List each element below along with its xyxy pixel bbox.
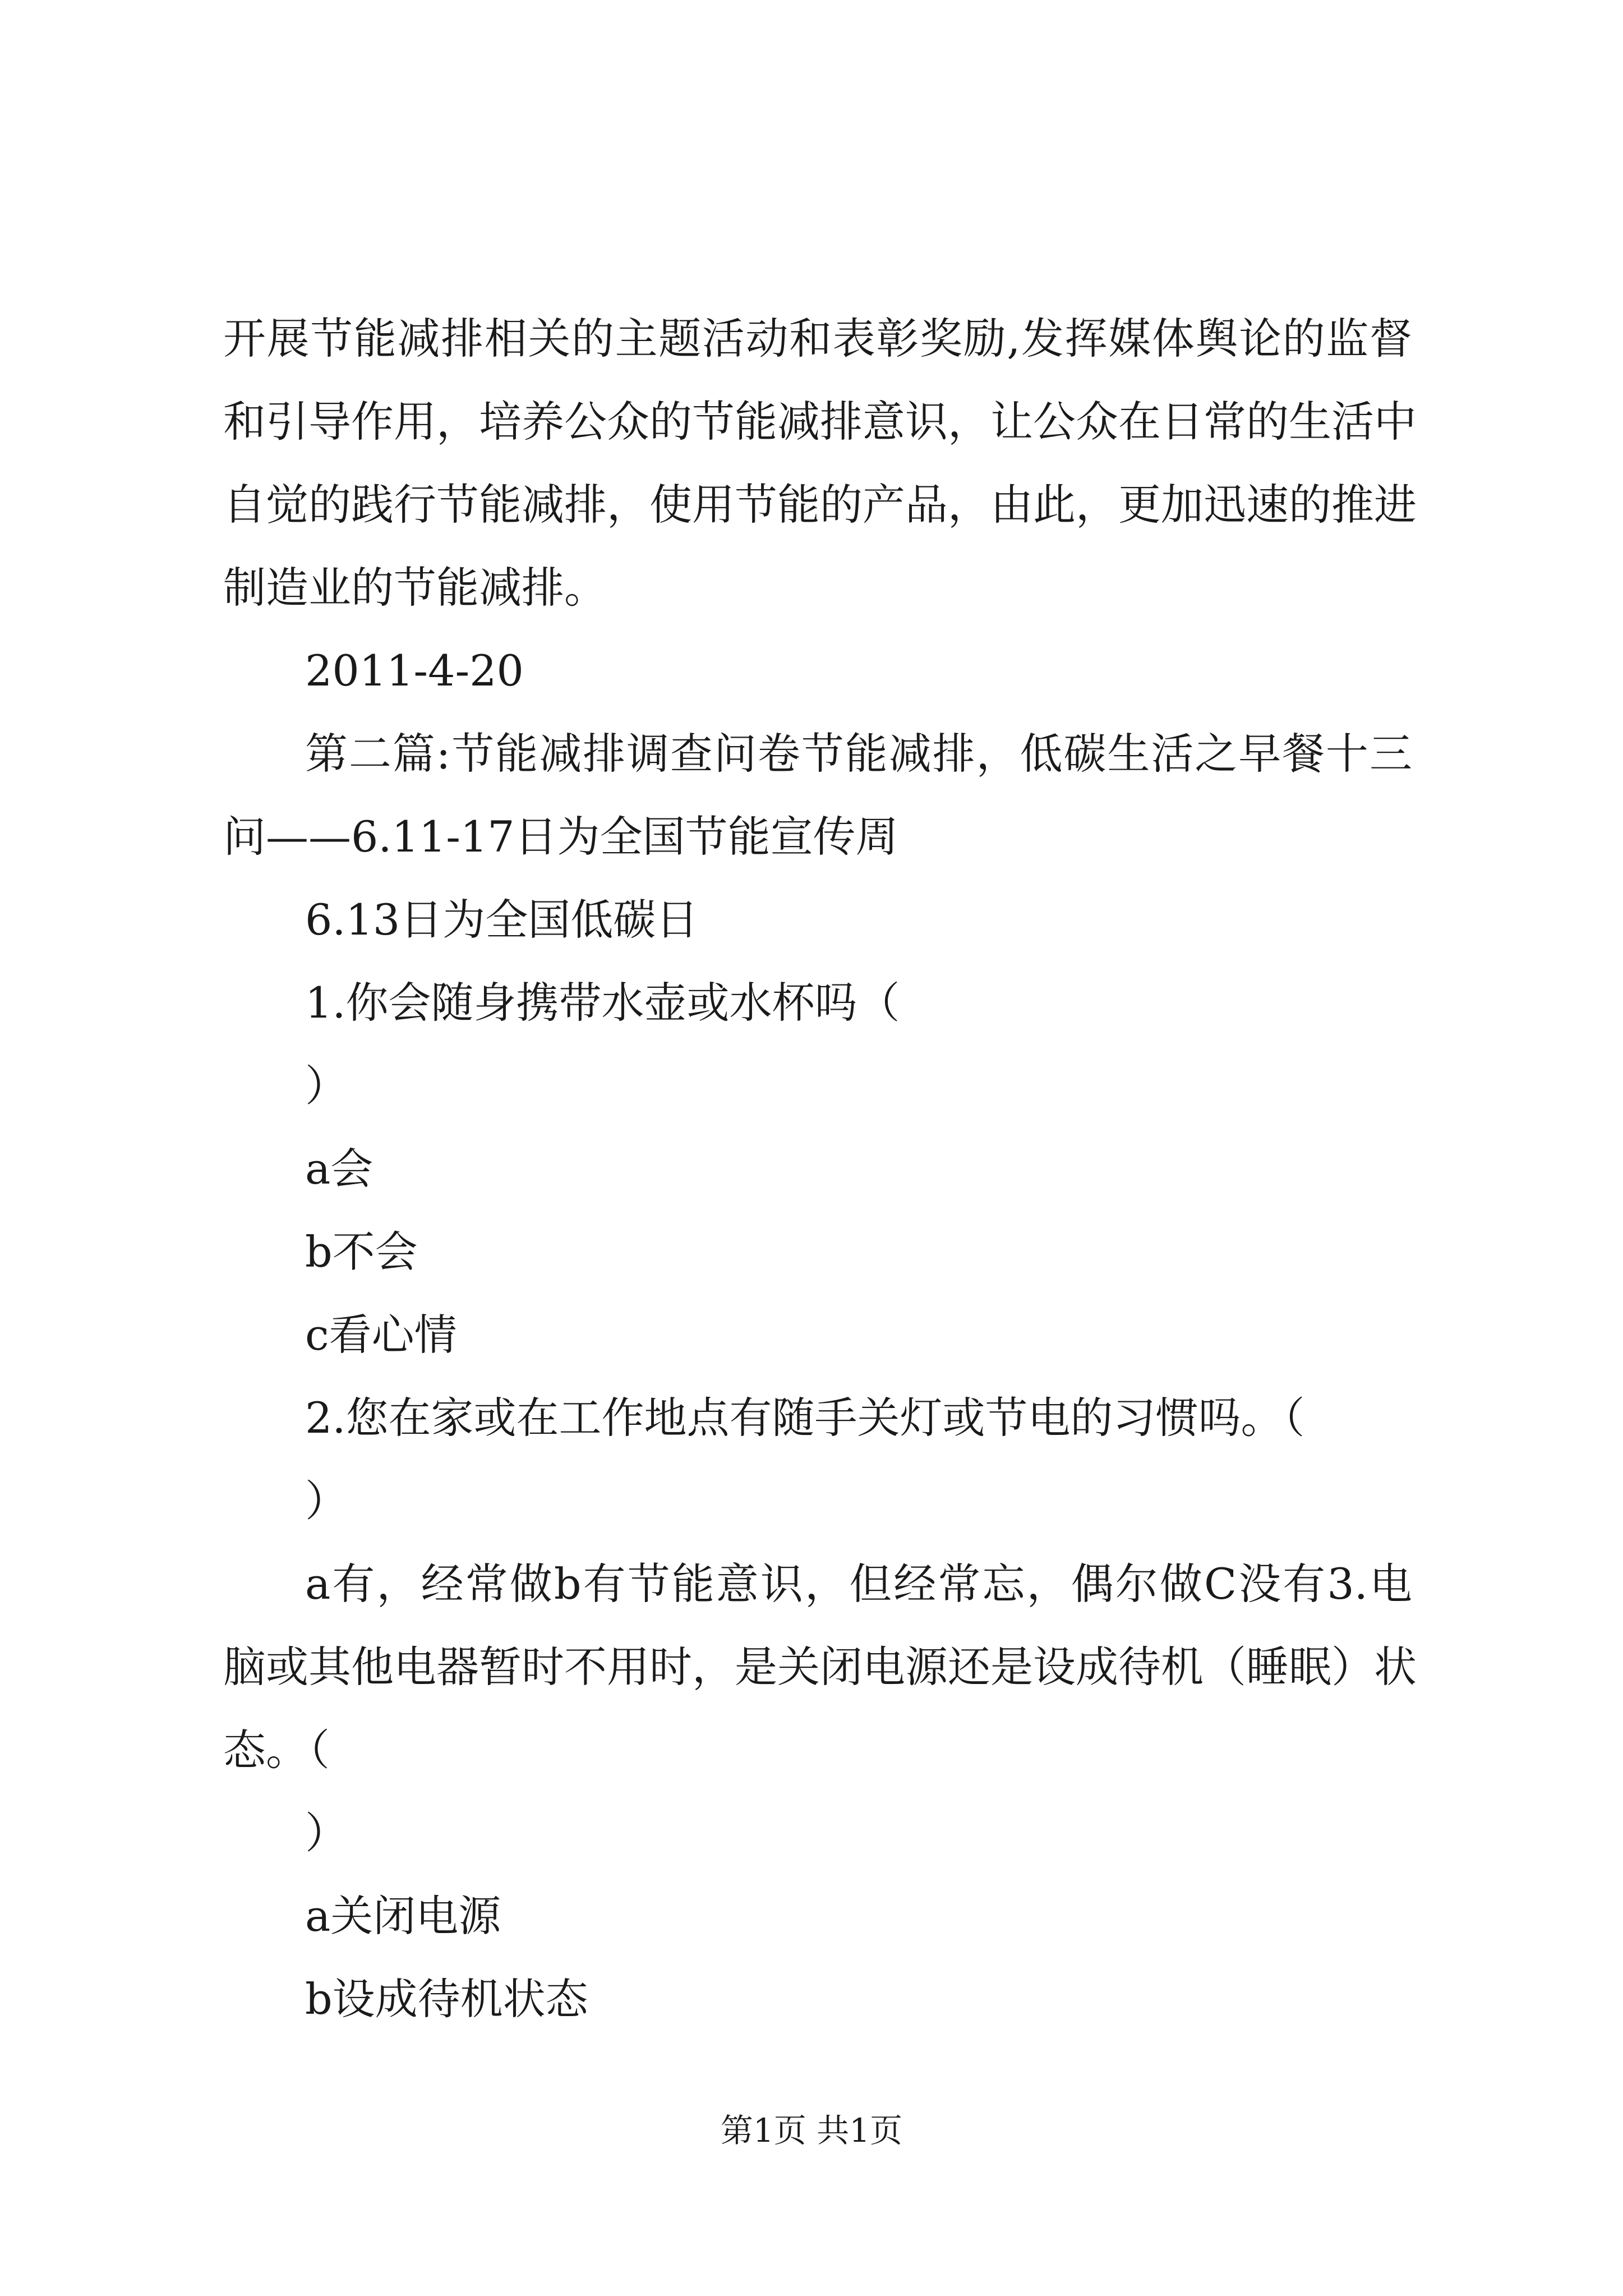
low-carbon-day-line: 6.13日为全国低碳日 — [305, 895, 699, 945]
question-1-option-b: b不会 — [305, 1227, 418, 1277]
section-heading-line-2: 问——6.11-17日为全国节能宣传周 — [223, 812, 898, 862]
question-1-close-paren: ） — [305, 1061, 348, 1111]
question-1-option-a: a会 — [305, 1144, 374, 1194]
question-3-close-paren: ） — [305, 1808, 348, 1858]
date-line: 2011-4-20 — [305, 646, 524, 696]
page-footer: 第1页 共1页 — [720, 2111, 903, 2150]
document-body — [223, 297, 1417, 2041]
question-2: 2.您在家或在工作地点有随手关灯或节电的习惯吗。（ — [305, 1393, 1305, 1443]
paragraph-line-3: 自觉的践行节能减排，使用节能的产品，由此，更加迅速的推进 — [223, 480, 1417, 530]
paragraph-line-1: 开展节能减排相关的主题活动和表彰奖励,发挥媒体舆论的监督 — [223, 314, 1412, 364]
paragraph-line-4: 制造业的节能减排。 — [223, 563, 607, 613]
question-3-option-a: a关闭电源 — [305, 1891, 501, 1941]
question-1-option-c: c看心情 — [305, 1310, 457, 1360]
question-2-close-paren: ） — [305, 1476, 348, 1526]
question-1: 1.你会随身携带水壶或水杯吗（ — [305, 978, 900, 1028]
paragraph-line-2: 和引导作用，培养公众的节能减排意识，让公众在日常的生活中 — [223, 397, 1417, 447]
question-3-line-1: 脑或其他电器暂时不用时，是关闭电源还是设成待机（睡眠）状 — [223, 1642, 1417, 1692]
section-heading-line-1: 第二篇:节能减排调查问卷节能减排，低碳生活之早餐十三 — [305, 729, 1412, 779]
question-3-line-2: 态。（ — [223, 1725, 330, 1775]
question-2-options-line: a有，经常做b有节能意识，但经常忘，偶尔做C没有3.电 — [305, 1559, 1412, 1609]
question-3-option-b: b设成待机状态 — [305, 1974, 588, 2024]
